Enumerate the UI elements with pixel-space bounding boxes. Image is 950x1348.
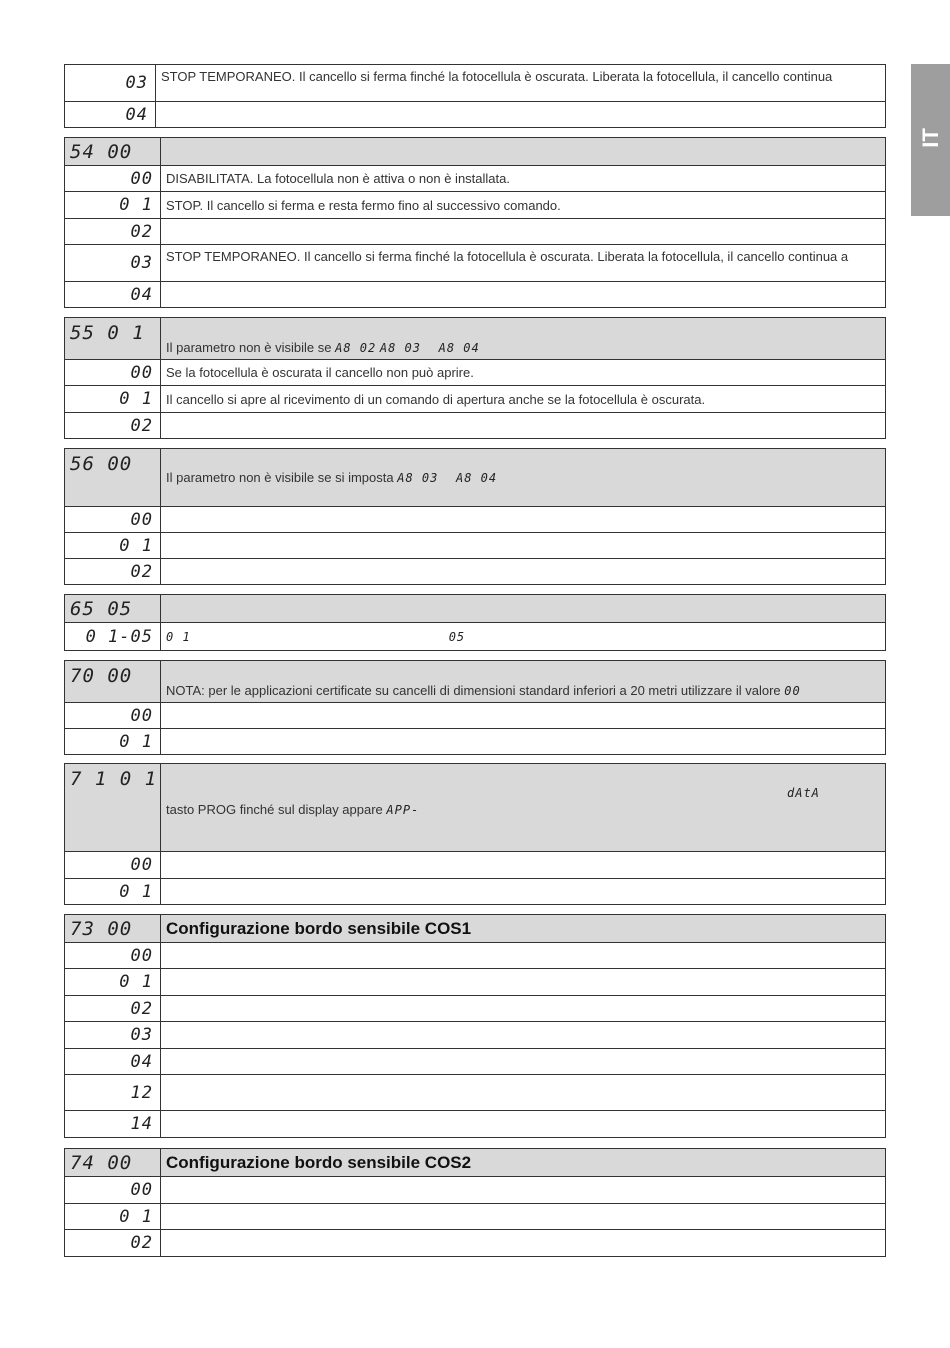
param-table-55 (64, 317, 886, 439)
param-code: 73 00 (65, 915, 161, 943)
param-note-text: tasto PROG finché sul display appare APP- (166, 802, 420, 817)
option-description (161, 533, 886, 559)
option-description (161, 559, 886, 585)
param-header-row (65, 764, 886, 852)
option-code: 04 (65, 1049, 161, 1075)
option-code: 0 1 (65, 969, 161, 996)
param-table-65 (64, 594, 886, 651)
param-header-row (65, 449, 886, 507)
option-description (161, 729, 886, 755)
table-row (65, 219, 886, 245)
param-note: Il parametro non è visibile se si imposta A8 03 A8 04 (161, 449, 886, 507)
language-tab-label: IT (917, 128, 943, 148)
table-row (65, 943, 886, 969)
option-code: 0 1 (65, 879, 161, 905)
option-description (161, 282, 886, 308)
option-description: Se la fotocellula è oscurata il cancello non può aprire. (161, 360, 886, 386)
param-note: Il parametro non è visibile se A8 02 A8 03 A8 04 (161, 318, 886, 360)
option-code: 00 (65, 1177, 161, 1204)
param-header-row (65, 138, 886, 166)
option-code: 02 (65, 413, 161, 439)
table-row (65, 192, 886, 219)
param-title: Configurazione bordo sensibile COS2 (161, 1149, 886, 1177)
table-row (65, 507, 886, 533)
option-code: 02 (65, 219, 161, 245)
option-description: 0 1 05 (161, 623, 886, 651)
option-code: 0 1 (65, 533, 161, 559)
table-row (65, 1111, 886, 1138)
table-row (65, 1022, 886, 1049)
param-header-row (65, 595, 886, 623)
param-header-row (65, 915, 886, 943)
table-row (65, 969, 886, 996)
option-code: 0 1 (65, 729, 161, 755)
table-row (65, 245, 886, 282)
table-row (65, 1075, 886, 1111)
param-code: 70 00 (65, 661, 161, 703)
table-row (65, 729, 886, 755)
option-description (161, 969, 886, 996)
table-row (65, 166, 886, 192)
param-header-row (65, 661, 886, 703)
param-note (161, 764, 886, 852)
option-description (161, 1049, 886, 1075)
option-description (161, 507, 886, 533)
param-code: 55 0 1 (65, 318, 161, 360)
table-row (65, 1177, 886, 1204)
option-description: Il cancello si apre al ricevimento di un comando di apertura anche se la fotocellula è oscurata. (161, 386, 886, 413)
param-table-53 (64, 64, 886, 128)
option-description: DISABILITATA. La fotocellula non è attiva o non è installata. (161, 166, 886, 192)
param-code: 65 05 (65, 595, 161, 623)
param-table-56 (64, 448, 886, 585)
table-row (65, 559, 886, 585)
table-row (65, 65, 886, 102)
option-code: 03 (65, 245, 161, 282)
param-table-70 (64, 660, 886, 755)
param-title (161, 595, 886, 623)
option-code: 03 (65, 1022, 161, 1049)
option-description (161, 879, 886, 905)
option-code: 00 (65, 943, 161, 969)
option-code: 14 (65, 1111, 161, 1138)
param-table-74 (64, 1148, 886, 1257)
option-description (161, 996, 886, 1022)
option-description: STOP. Il cancello si ferma e resta fermo fino al successivo comando. (161, 192, 886, 219)
option-description (161, 219, 886, 245)
option-code: 00 (65, 852, 161, 879)
option-description (161, 1177, 886, 1204)
option-code: 0 1 (65, 192, 161, 219)
option-description (161, 852, 886, 879)
table-row (65, 533, 886, 559)
option-code: 0 1 (65, 386, 161, 413)
option-description (161, 943, 886, 969)
option-description (161, 1022, 886, 1049)
param-table-54 (64, 137, 886, 308)
table-row (65, 703, 886, 729)
option-description: STOP TEMPORANEO. Il cancello si ferma finché la fotocellula è oscurata. Liberata la fotocellula, il cancello continua (156, 65, 886, 102)
table-row (65, 360, 886, 386)
option-description (161, 1075, 886, 1111)
table-row (65, 852, 886, 879)
option-code: 12 (65, 1075, 161, 1111)
option-description (161, 1204, 886, 1230)
option-description (161, 1230, 886, 1257)
table-row (65, 282, 886, 308)
param-header-row (65, 318, 886, 360)
table-row (65, 413, 886, 439)
option-code: 02 (65, 559, 161, 585)
option-code: 02 (65, 1230, 161, 1257)
param-code: 74 00 (65, 1149, 161, 1177)
table-row (65, 996, 886, 1022)
param-title (161, 138, 886, 166)
param-code: 56 00 (65, 449, 161, 507)
option-description (161, 1111, 886, 1138)
param-header-row (65, 1149, 886, 1177)
option-description (161, 703, 886, 729)
param-code: 54 00 (65, 138, 161, 166)
option-code: 0 1-05 (65, 623, 161, 651)
param-code: 7 1 0 1 (65, 764, 161, 852)
option-code: 00 (65, 166, 161, 192)
option-code: 00 (65, 703, 161, 729)
table-row (65, 879, 886, 905)
table-row (65, 102, 886, 128)
param-title: Configurazione bordo sensibile COS1 (161, 915, 886, 943)
option-code: 03 (65, 65, 156, 102)
display-data-text: dAtA (787, 786, 820, 800)
option-description: STOP TEMPORANEO. Il cancello si ferma finché la fotocellula è oscurata. Liberata la fotocellula, il cancello continua a (161, 245, 886, 282)
option-code: 02 (65, 996, 161, 1022)
option-code: 04 (65, 102, 156, 128)
table-row (65, 1049, 886, 1075)
table-row (65, 623, 886, 651)
table-row (65, 1204, 886, 1230)
table-row (65, 386, 886, 413)
param-table-71 (64, 763, 886, 905)
param-table-73 (64, 914, 886, 1138)
option-description (161, 413, 886, 439)
language-tab (911, 64, 950, 216)
table-row (65, 1230, 886, 1257)
option-code: 00 (65, 360, 161, 386)
option-code: 0 1 (65, 1204, 161, 1230)
param-note: NOTA: per le applicazioni certificate su cancelli di dimensioni standard inferiori a 20 metri utilizzare il valore 00 (161, 661, 886, 703)
option-description (156, 102, 886, 128)
option-code: 00 (65, 507, 161, 533)
option-code: 04 (65, 282, 161, 308)
